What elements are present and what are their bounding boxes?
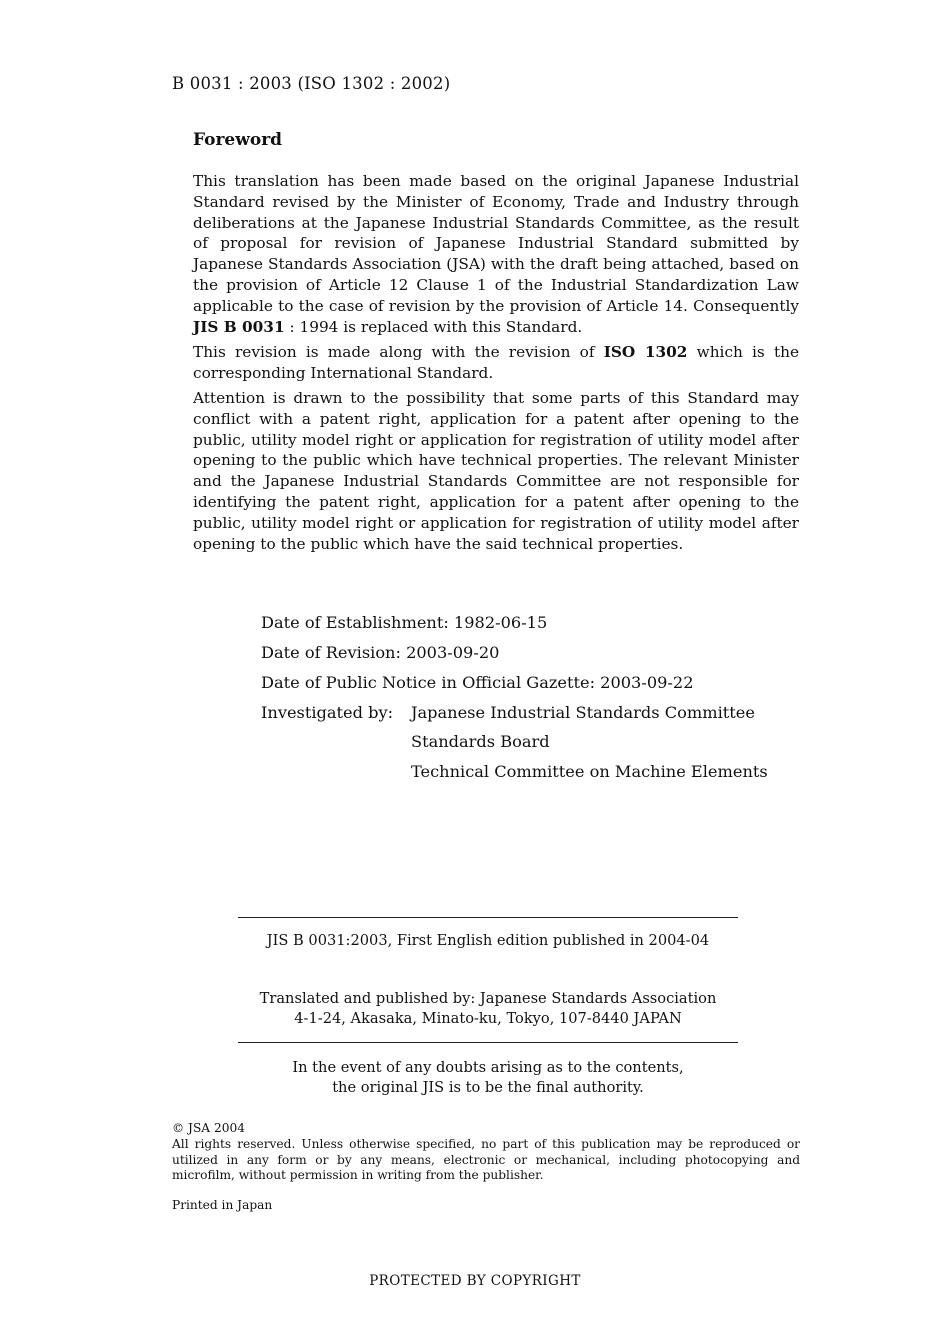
authority-line-2: the original JIS is to be the final authority. [332, 1079, 644, 1096]
protected-by-copyright: PROTECTED BY COPYRIGHT [369, 1273, 581, 1289]
printed-in: Printed in Japan [172, 1198, 273, 1212]
edition-statement: JIS B 0031:2003, First English edition published in 2004-04 [266, 932, 710, 949]
foreword-paragraph-1 [193, 171, 799, 337]
foreword-title: Foreword [193, 130, 283, 150]
jis-reference: JIS B 0031 [193, 317, 285, 336]
date-of-establishment: Date of Establishment: 1982-06-15 [261, 613, 548, 632]
divider-top [238, 917, 738, 918]
foreword-paragraph-1-end: : 1994 is replaced with this Standard. [284, 317, 583, 336]
document-code: B 0031 : 2003 (ISO 1302 : 2002) [172, 74, 451, 93]
date-of-revision: Date of Revision: 2003-09-20 [261, 643, 500, 662]
investigated-by-technical-committee: Technical Committee on Machine Elements [411, 762, 768, 781]
copyright-notice: All rights reserved. Unless otherwise specified, no part of this publication may be reproduced or utilized in any form or by any means, electronic or mechanical, including photocopying and microfilm, without permission in writing from the publisher. [172, 1137, 800, 1182]
investigated-by-committee: Japanese Industrial Standards Committee [411, 703, 755, 722]
investigated-by-board: Standards Board [411, 732, 550, 751]
foreword-paragraph-2 [193, 342, 799, 384]
foreword-paragraph-3: Attention is drawn to the possibility that some parts of this Standard may conflict with a patent right, application for a patent after opening to the public, utility model right or application for registration of utility model after opening to the public which have technical properties. The relevant Minister and the Japanese Industrial Standards Committee are not responsible for identifying the patent right, application for a patent after opening to the public, utility model right or application for registration of utility model after opening to the public which have the said technical properties. [193, 389, 799, 553]
authority-line-1: In the event of any doubts arising as to the contents, [292, 1059, 684, 1076]
publisher-address: 4-1-24, Akasaka, Minato-ku, Tokyo, 107-8440 JAPAN [294, 1010, 682, 1027]
iso-reference: ISO 1302 [603, 343, 688, 361]
publisher-statement: Translated and published by: Japanese Standards Association [259, 990, 717, 1007]
date-of-public-notice: Date of Public Notice in Official Gazette: 2003-09-22 [261, 673, 694, 692]
investigated-by-label: Investigated by: [261, 703, 394, 722]
copyright-line: © JSA 2004 [172, 1121, 245, 1135]
foreword-paragraph-2-text: This revision is made along with the revision of [193, 343, 604, 361]
divider-bottom [238, 1042, 738, 1043]
foreword-paragraph-2-end: which is the corresponding International Standard. [193, 343, 799, 382]
foreword-paragraph-1-text: This translation has been made based on the original Japanese Industrial Standard revised by the Minister of Economy, Trade and Industry through deliberations at the Japanese Industrial Standards Committee, as the result of proposal for revision of Japanese Industrial Standard submitted by Japanese Standards Association (JSA) with the draft being attached, based on the provision of Article 12 Clause 1 of the Industrial Standardization Law applicable to the case of revision by the provision of Article 14. Consequently [193, 172, 799, 315]
